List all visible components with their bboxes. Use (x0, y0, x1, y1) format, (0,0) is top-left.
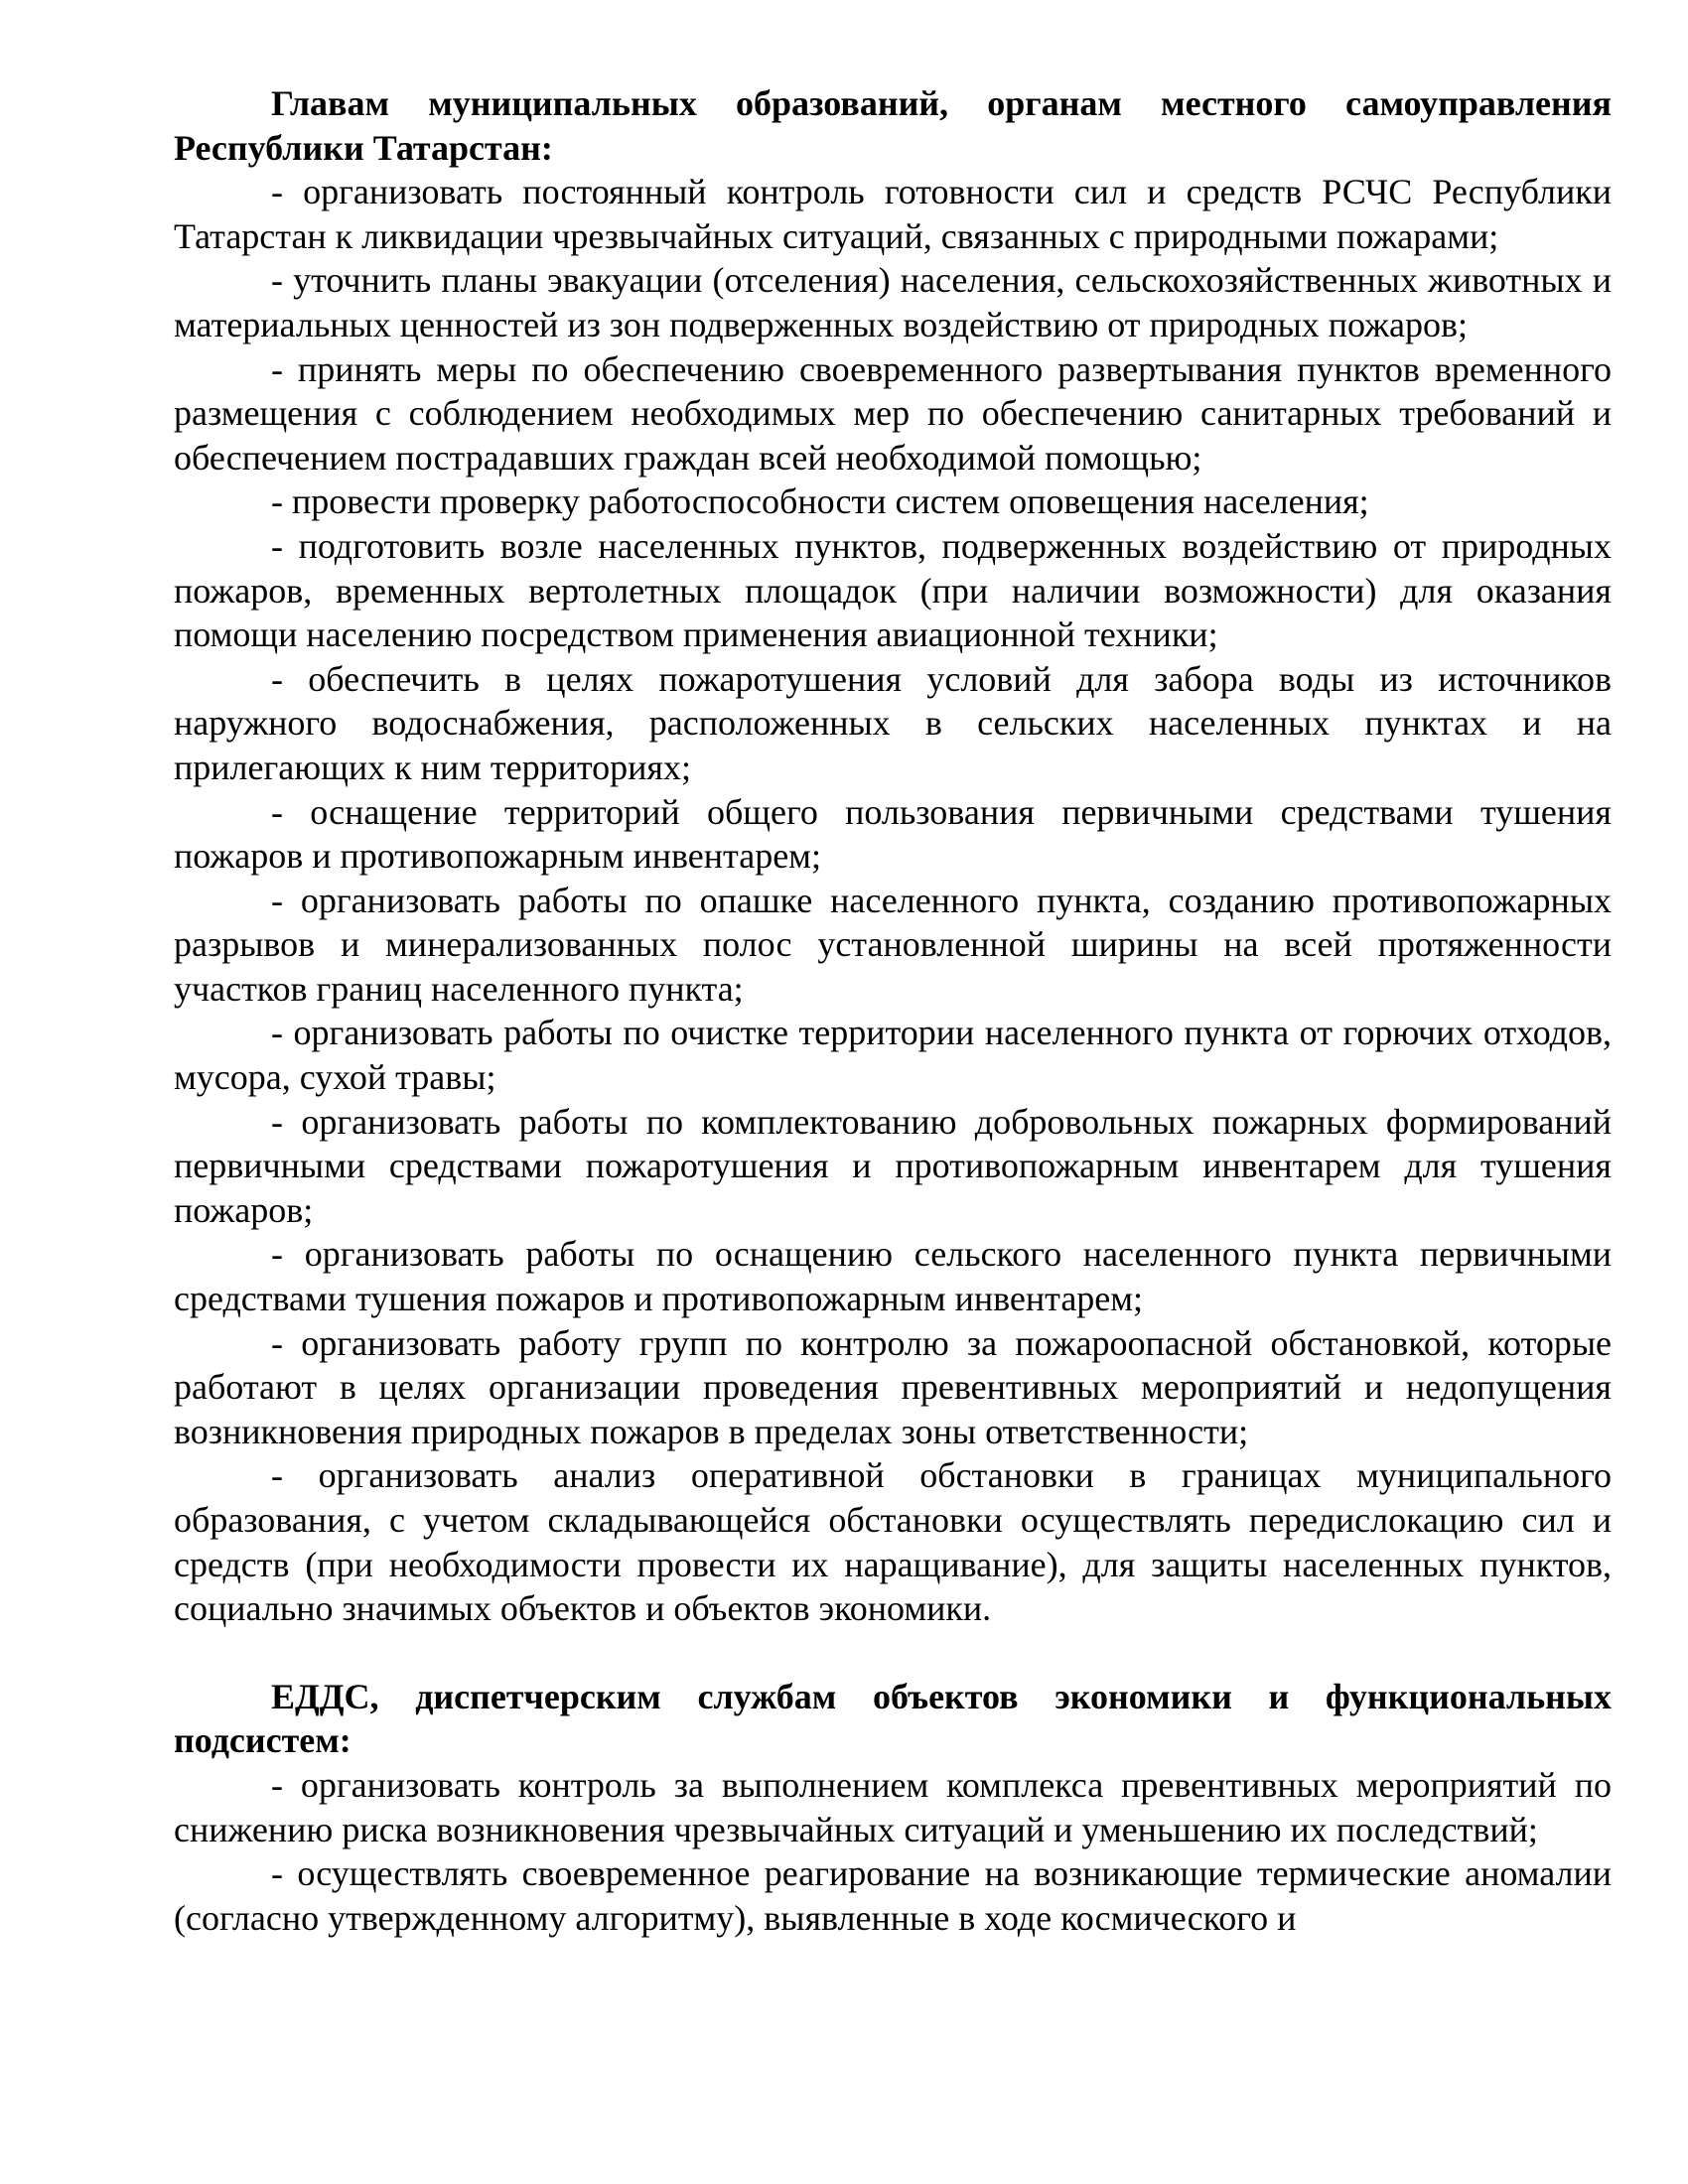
list-item: - организовать анализ оперативной обстановки в границах муниципального образования, с учетом складывающейся обстановки осуществлять передислокацию сил и средств (при необходимости провести их наращивание), для защиты населенных пунктов, социально значимых объектов и объектов экономики. (174, 1455, 1612, 1629)
list-item: - провести проверку работоспособности систем оповещения населения; (271, 481, 1369, 522)
list-item: - принять меры по обеспечению своевременного развертывания пунктов временного размещения с соблюдением необходимых мер по обеспечению санитарных требований и обеспечением пострадавших граждан всей необходимой помощью; (174, 348, 1612, 478)
list-item: - организовать работы по опашке населенного пункта, созданию противопожарных разрывов и минерализованных полос установленной ширины на всей протяженности участков границ населенного пункта; (174, 880, 1612, 1009)
list-item: - организовать контроль за выполнением комплекса превентивных мероприятий по снижению риска возникновения чрезвычайных ситуаций и уменьшению их последствий; (174, 1764, 1612, 1849)
list-item: - организовать работу групп по контролю за пожароопасной обстановкой, которые работают в целях организации проведения превентивных мероприятий и недопущения возникновения природных пожаров в пределах зоны ответственности; (174, 1322, 1612, 1451)
section-heading: Главам муниципальных образований, органам местного самоуправления Республики Татарстан: (174, 83, 1612, 168)
section-municipal-heads (174, 81, 1612, 1631)
list-item: - уточнить планы эвакуации (отселения) населения, сельскохозяйственных животных и материальных ценностей из зон подверженных воздействию от природных пожаров; (174, 260, 1612, 344)
document-page (174, 81, 1612, 1940)
list-item: - осуществлять своевременное реагирование на возникающие термические аномалии (согласно утвержденному алгоритму), выявленные в ходе космического и (174, 1853, 1612, 1938)
section-heading: ЕДДС, диспетчерским службам объектов экономики и функциональных подсистем: (174, 1676, 1612, 1761)
list-item: - организовать работы по очистке территории населенного пункта от горючих отходов, мусора, сухой травы; (174, 1013, 1612, 1098)
list-item: - подготовить возле населенных пунктов, подверженных воздействию от природных пожаров, временных вертолетных площадок (при наличии возможности) для оказания помощи населению посредством применения авиационной техники; (174, 525, 1612, 655)
list-item: - организовать постоянный контроль готовности сил и средств РСЧС Республики Татарстан к ликвидации чрезвычайных ситуаций, связанных с природными пожарами; (174, 172, 1612, 256)
list-item: - организовать работы по оснащению сельского населенного пункта первичными средствами тушения пожаров и противопожарным инвентарем; (174, 1234, 1612, 1319)
list-item: - оснащение территорий общего пользования первичными средствами тушения пожаров и противопожарным инвентарем; (174, 791, 1612, 877)
list-item: - организовать работы по комплектованию добровольных пожарных формирований первичными средствами пожаротушения и противопожарным инвентарем для тушения пожаров; (174, 1101, 1612, 1230)
list-item: - обеспечить в целях пожаротушения условий для забора воды из источников наружного водоснабжения, расположенных в сельских населенных пунктах и на прилегающих к ним территориях; (174, 658, 1612, 787)
section-edds (174, 1675, 1612, 1941)
